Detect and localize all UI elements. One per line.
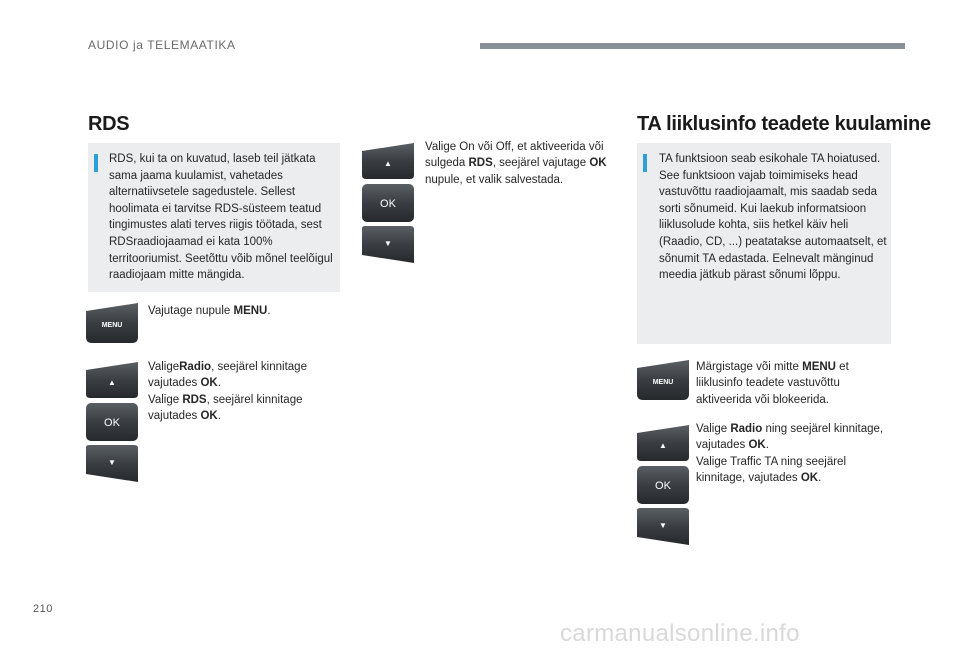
ok-button-label: OK bbox=[380, 198, 396, 210]
menu-button[interactable] bbox=[637, 360, 689, 400]
up-arrow-icon: ▲ bbox=[108, 378, 116, 387]
down-arrow-icon: ▼ bbox=[384, 239, 392, 248]
rds-step1-text: Vajutage nupule MENU. bbox=[148, 305, 271, 317]
menu-button-label: MENU bbox=[101, 322, 123, 329]
ok-button-label: OK bbox=[655, 480, 671, 492]
down-arrow-icon: ▼ bbox=[659, 521, 667, 530]
rds-title: RDS bbox=[88, 113, 130, 135]
section-header: AUDIO ja TELEMAATIKA bbox=[88, 38, 236, 52]
down-arrow-icon: ▼ bbox=[108, 458, 116, 467]
ta-step2-text: Valige Radio ning seejärel kinnitage, vajutades OK. Valige Traffic TA ning seejärel kinnitage, vajutades OK. bbox=[696, 423, 884, 485]
up-arrow-icon: ▲ bbox=[384, 159, 392, 168]
menu-button-label: MENU bbox=[652, 379, 674, 386]
info-marker-icon bbox=[94, 154, 98, 172]
navigation-buttons bbox=[86, 362, 138, 482]
navigation-buttons-middle bbox=[362, 143, 414, 263]
header-bar bbox=[480, 43, 905, 49]
ok-button-label: OK bbox=[104, 417, 120, 429]
ta-info-text: TA funktsioon seab esikohale TA hoiatused. See funktsioon vajab toimimiseks head vastuvõttu raadiojaamalt, mis saadab seda sorti sõnumeid. Kui laekub informatsioon liiklusolude kohta, siis hetkel käiv heli (Raadio, CD, ...) peatatakse automaatselt, et sõnumit TA edastada. Eelnevalt mänginud meedia jätkub pärast sõnumi lõppu. bbox=[659, 153, 887, 282]
rds-info-box bbox=[88, 143, 340, 292]
navigation-buttons-right bbox=[637, 425, 689, 545]
menu-button[interactable] bbox=[86, 303, 138, 343]
watermark: carmanualsonline.info bbox=[560, 620, 800, 647]
rds-info-text: RDS, kui ta on kuvatud, laseb teil jätkata sama jaama kuulamist, vahetades alternatiivsetele sagedustele. Sellest hoolimata ei tarvitse RDS-süsteem teatud tingimustes alati terves riigis töötada, sest RDSraadiojaamad ei kata 100% territooriumist. Seetõttu võib mõnel teelõigul raadiojaam mitte mängida. bbox=[109, 153, 333, 282]
ta-title: TA liiklusinfo teadete kuulamine bbox=[637, 113, 931, 135]
up-arrow-icon: ▲ bbox=[659, 441, 667, 450]
rds-step3-text: Valige On või Off, et aktiveerida või sulgeda RDS, seejärel vajutage OK nupule, et valik salvestada. bbox=[425, 141, 607, 186]
ta-info-box bbox=[637, 143, 891, 344]
rds-step2-text: ValigeRadio, seejärel kinnitage vajutades OK. Valige RDS, seejärel kinnitage vajutades OK. bbox=[148, 361, 307, 423]
info-marker-icon bbox=[643, 154, 647, 172]
page-number: 210 bbox=[33, 603, 53, 615]
ta-step1-text: Märgistage või mitte MENU et liiklusinfo teadete vastuvõttu aktiveerida või blokeerida. bbox=[696, 361, 849, 406]
